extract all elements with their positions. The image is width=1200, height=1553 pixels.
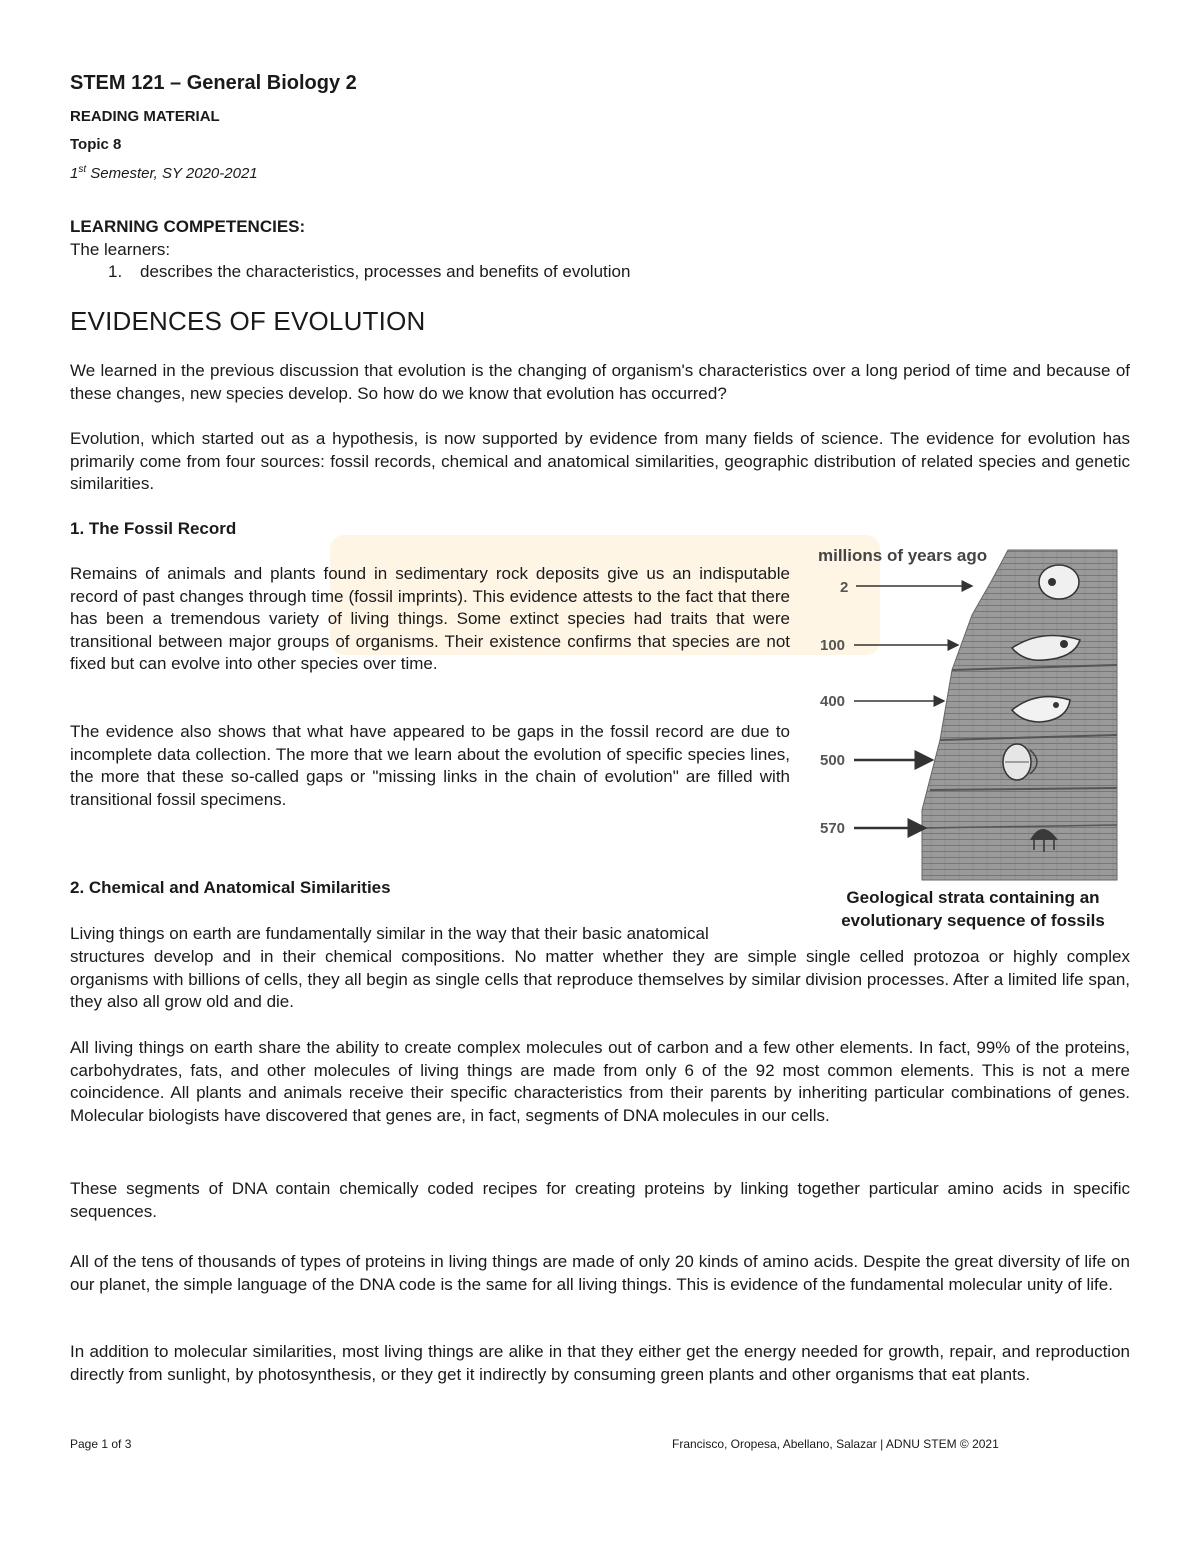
material-label: READING MATERIAL (70, 108, 220, 125)
fossil-paragraph-1: Remains of animals and plants found in sedimentary rock deposits give us an indisputable record of past changes through time (fossil imprints). This evidence attests to the fact that there has been a tremendous variety of living things. Some extinct species had traits that were transitional between major groups of organisms. Their existence confirms that species are not fixed but can evolve into other species over time. (70, 564, 790, 673)
chemical-first-line: Living things on earth are fundamentally similar in the way that their basic anatomical (70, 924, 709, 943)
competencies-heading: LEARNING COMPETENCIES: (70, 217, 306, 236)
intro-paragraph-1: We learned in the previous discussion that evolution is the changing of organism's characteristics over a long period of time and because of these changes, new species develop. So how do we know that evolution has occurred? (70, 361, 1130, 403)
chemical-paragraph-4: All of the tens of thousands of types of proteins in living things are made of only 20 kinds of amino acids. Despite the great diversity of life on our planet, the simple language of the DNA code is the same for all living things. This is evidence of the fundamental molecular unity of life. (70, 1252, 1130, 1294)
label-100: 100 (820, 637, 846, 654)
section-chemical-heading: 2. Chemical and Anatomical Similarities (70, 878, 391, 897)
figure-axis-label: millions of years ago (818, 546, 988, 565)
label-570: 570 (820, 820, 846, 837)
course-title: STEM 121 – General Biology 2 (70, 72, 357, 94)
semester-label: 1st Semester, SY 2020-2021 (70, 164, 258, 182)
chemical-paragraph-2: All living things on earth share the ability to create complex molecules out of carbon and a few other elements. In fact, 99% of the proteins, carbohydrates, fats, and other molecules of living things are made from only 6 of the 92 most common elements. This is not a mere coincidence. All plants and animals receive their specific characteristics from their parents by inheriting particular combinations of genes. Molecular biologists have discovered that genes are, in fact, segments of DNA molecules in our cells. (70, 1038, 1130, 1125)
topic-label: Topic 8 (70, 136, 122, 153)
competency-item: 1. describes the characteristics, processes and benefits of evolution (108, 262, 631, 281)
chemical-paragraph-1: structures develop and in their chemical compositions. No matter whether they are simple single celled protozoa or highly complex organisms with billions of cells, they all begin as single cells that reproduce themselves by similar division processes. After a limited life span, they also all grow old and die. (70, 947, 1130, 1011)
label-2: 2 (840, 579, 849, 596)
figure-caption: Geological strata containing an evolutionary sequence of fossils (841, 888, 1105, 930)
label-500: 500 (820, 752, 846, 769)
section-fossil-heading: 1. The Fossil Record (70, 519, 237, 538)
page-number: Page 1 of 3 (70, 1437, 132, 1451)
footer-authors: Francisco, Oropesa, Abellano, Salazar | ADNU STEM © 2021 (672, 1437, 999, 1451)
page-title: EVIDENCES OF EVOLUTION (70, 306, 426, 336)
intro-paragraph-2: Evolution, which started out as a hypothesis, is now supported by evidence from many fields of science. The evidence for evolution has primarily come from four sources: fossil records, chemical and anatomical similarities, geographic distribution of related species and genetic similarities. (70, 429, 1130, 493)
skull-icon (1039, 565, 1079, 599)
fossil-paragraph-2: The evidence also shows that what have appeared to be gaps in the fossil record are due to incomplete data collection. The more that we learn about the evolution of specific species lines, the more that these so-called gaps or "missing links in the chain of evolution" are filled with transitional fossil specimens. (70, 722, 790, 809)
chemical-paragraph-3: These segments of DNA contain chemically coded recipes for creating proteins by linking together particular amino acids in specific sequences. (70, 1179, 1130, 1221)
competencies-intro: The learners: (70, 240, 171, 259)
label-400: 400 (820, 693, 846, 710)
chemical-paragraph-5: In addition to molecular similarities, most living things are alike in that they either get the energy needed for growth, repair, and reproduction directly from sunlight, by photosynthesis, or they get it indirectly by consuming green plants and other organisms that eat plants. (70, 1342, 1130, 1384)
fossil-strata-figure (812, 540, 1134, 882)
